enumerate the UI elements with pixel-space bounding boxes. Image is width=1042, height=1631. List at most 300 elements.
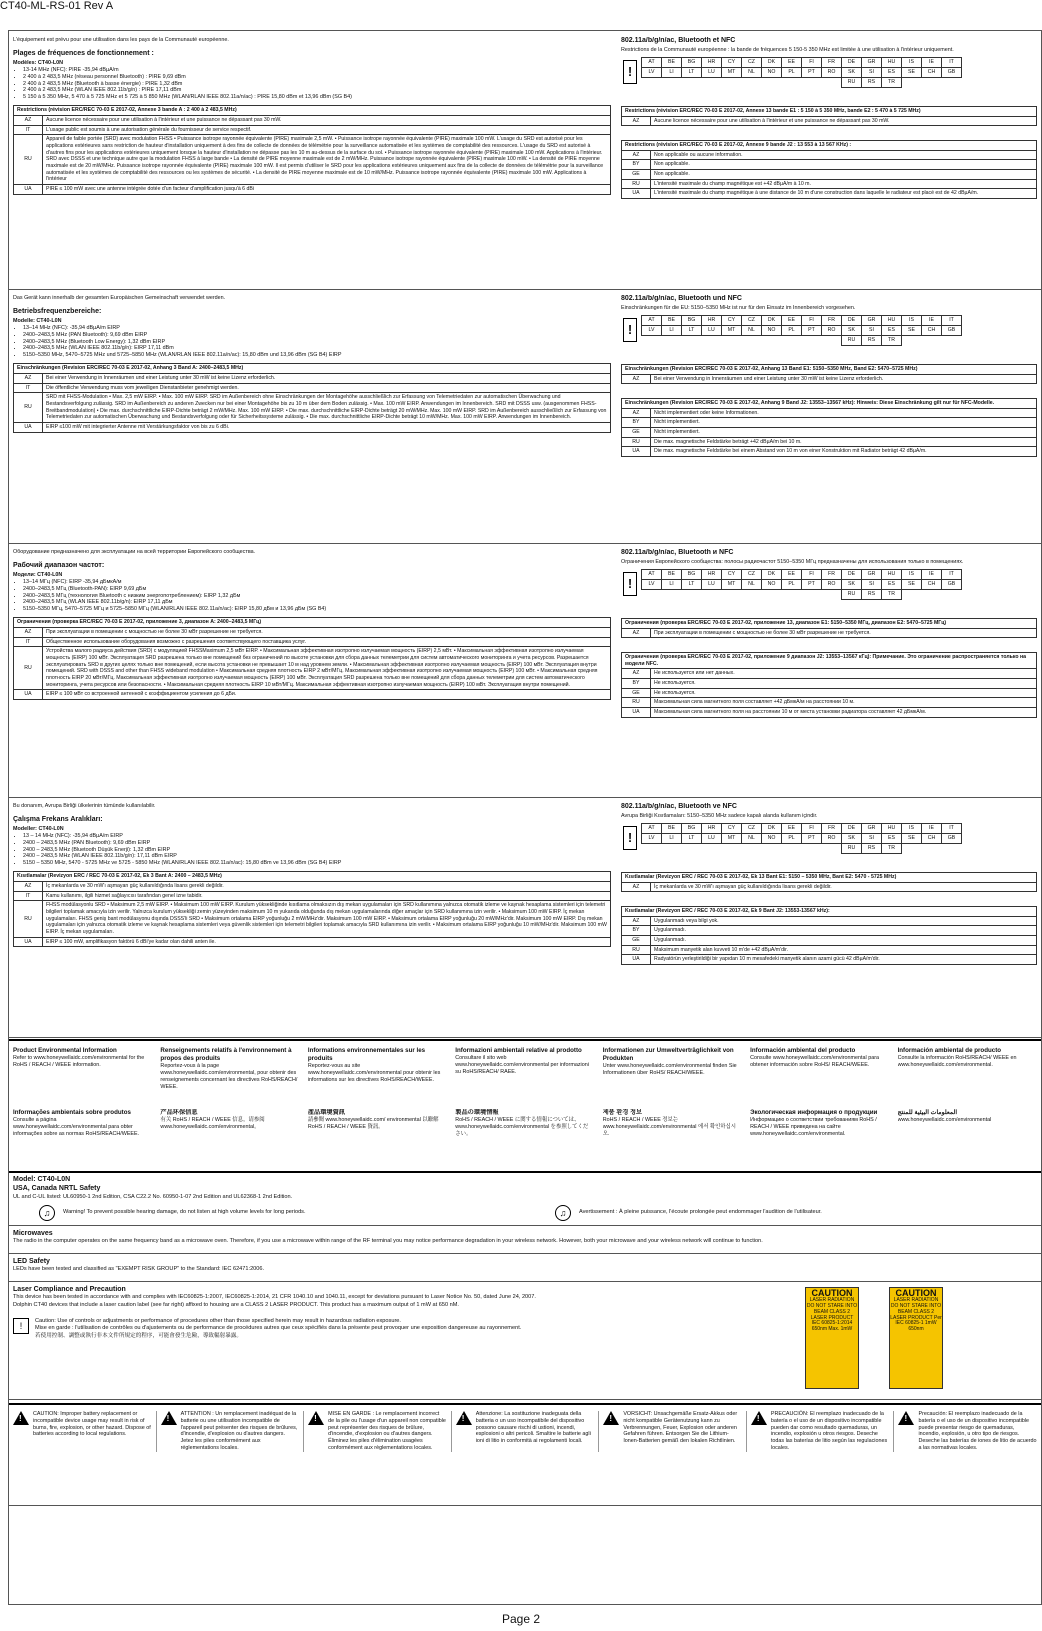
- env-info-title: Informações ambientais sobre produtos: [13, 1109, 131, 1116]
- warning-triangle-icon: !: [308, 1411, 324, 1425]
- empty-cell: [682, 589, 702, 599]
- table-row: [14, 637, 611, 647]
- country-table: [641, 57, 962, 88]
- country-cell: IS: [902, 57, 922, 67]
- country-cell: PL: [782, 833, 802, 843]
- country-cell: DK: [762, 569, 782, 579]
- country-cell: IT: [942, 57, 962, 67]
- country-cell: CH: [922, 325, 942, 335]
- country-cell: PL: [782, 579, 802, 589]
- country-cell: MT: [722, 833, 742, 843]
- hearing-icon: ♫: [39, 1205, 55, 1221]
- country-cell: PT: [802, 579, 822, 589]
- country-cell: EE: [782, 315, 802, 325]
- empty-cell: [642, 77, 662, 87]
- band-e-restrictions-table: [621, 872, 1037, 892]
- restriction-text: Устройства малого радиуса действия (SRD) с модуляцией FHSSMaximum 2,5 мВт EIRP. • Максимальная эффективная изотропно излучаемая мощность (EIRP) 2,5 мВт. • Максимальная эффективная изотропно излучаемая мощность (EIRP) 100 мВт. Эксплуатация SRD разрешена только вне помещений без ограничений по высоте установки для сбора данных телеметрии для систем автоматического мониторинга и учета ресурсов. Разрешается эксплуатировать SRD в других целях только вне помещений, если высота установки не превышает 10 м над уровнем земли. • Максимальная эффективная изотропно излучаемая мощность (EIRP) 100 мВт. Эксплуатация внутри помещений. SRD with DSSS and other than FHSS wideband modulation • Максимальная средняя плотность EIRP 2 мВт/МГц. Максимальная эффективная изотропно излучаемая мощность (EIRP) 100 мВт. • Максимальная средняя плотность EIRP 20 мВт/МГц. Максимальная эффективная изотропно излучаемая мощность (EIRP) 100 мВт. Эксплуатация SRD разрешена только вне помещений для сбора данных телеметрии для систем автоматического мониторинга, учета ресурсов или безопасности. • Максимальная средняя плотность EIRP 10 мВт/МГц. Максимальная эффективная изотропно излучаемая мощность (EIRP) 100 мВт. Эксплуатация внутри помещений.: [43, 647, 611, 690]
- table-row: [14, 937, 611, 947]
- country-cell: EE: [782, 57, 802, 67]
- country-cell: AT: [642, 57, 662, 67]
- country-table: [641, 823, 962, 854]
- country-cell: RU: [842, 335, 862, 345]
- restriction-text: Uygulanmadı veya bilgi yok.: [651, 916, 1037, 926]
- country-cell: GR: [862, 315, 882, 325]
- table-row: [14, 393, 611, 423]
- restriction-text: L'intensité maximale du champ magnétique à une distance de 10 m d'une construction dans laquelle le radiateur est placé est de 42 dBµA/m.: [651, 189, 1037, 199]
- model-title: Model: CT40-L0N: [13, 1176, 71, 1183]
- led-title: LED Safety: [13, 1258, 50, 1265]
- country-code: IT: [14, 637, 43, 647]
- table-title: Restrictions (révision ERC/REC 70-03 E 2017-02, Annexe 13 bande E1 : 5 150 à 5 350 MHz, bande E2 : 5 470 à 5 725 MHz): [622, 106, 1037, 116]
- laser-title: Laser Compliance and Precaution: [13, 1286, 126, 1293]
- intro-text: Das Gerät kann innerhalb der gesamten Europäischen Gemeinschaft verwendet werden.: [13, 295, 226, 301]
- table-row: [622, 374, 1037, 384]
- restriction-text: При эксплуатации в помещении с мощностью не более 30 мВт разрешение не требуется.: [43, 627, 611, 637]
- country-cell: SE: [902, 579, 922, 589]
- restriction-text: Uygulanmadı.: [651, 926, 1037, 936]
- restrictions-table: [13, 617, 611, 700]
- country-cell: MT: [722, 325, 742, 335]
- nfc-restrictions-table: [621, 140, 1037, 199]
- country-cell: CY: [722, 823, 742, 833]
- env-info-cell: [308, 1047, 445, 1105]
- table-row: [14, 135, 611, 185]
- country-cell: LI: [662, 579, 682, 589]
- country-code: AZ: [622, 150, 651, 160]
- led-text: LEDs have been tested and classified as "EXEMPT RISK GROUP" to the Standard: IEC 62471:2006.: [13, 1266, 265, 1273]
- country-cell: RU: [842, 843, 862, 853]
- env-info-cell: [603, 1109, 740, 1167]
- empty-cell: [822, 589, 842, 599]
- empty-cell: [762, 335, 782, 345]
- laser-text-1: This device has been tested in accordance with and complies with IEC60825-1:2007, IEC60825-1:2014, 21 CFR 1040.10 and 1040.11, except for deviations pursuant to Laser Notice No. 50, dated June 24, 2007.: [13, 1294, 536, 1301]
- table-row: [622, 437, 1037, 447]
- table-row: [14, 690, 611, 700]
- env-info-cell: [750, 1047, 887, 1105]
- section-ru: [9, 543, 1041, 798]
- laser-caution-zh: 若使用控制、調整或執行非本文件所規定的程序，可能會發生危險，導致輻射暴露。: [35, 1332, 242, 1339]
- country-cell: GB: [942, 67, 962, 77]
- table-row: [622, 698, 1037, 708]
- band-e-restrictions-table: [621, 106, 1037, 126]
- env-info-title: Informations environnementales sur les produits: [307, 1047, 426, 1063]
- env-info-cell: [13, 1047, 150, 1105]
- table-row: [622, 189, 1037, 199]
- restriction-text: Bei einer Verwendung in Innenräumen und einer Leistung unter 30 mW ist keine Lizenz erforderlich.: [43, 373, 611, 383]
- env-info-text: Consulte www.honeywellaidc.com/environmental para obtener información sobre RoHS/ REACH/WEEE.: [750, 1055, 879, 1069]
- env-info-title: Renseignements relatifs à l'environnement à propos des produits: [160, 1047, 292, 1063]
- country-cell: PL: [782, 325, 802, 335]
- table-row: [14, 184, 611, 194]
- frequency-heading: Plages de fréquences de fonctionnement :: [13, 49, 154, 57]
- table-title: Restrictions (révision ERC/REC 70-03 E 2017-02, Annexe 9 bande J2 : 13 553 à 13 567 KHz) :: [622, 141, 1037, 151]
- table-title: Einschränkungen (Revision ERC/REC 70-03 E 2017-02, Anhang 13 Band E1: 5150–5350 MHz, Band E2: 5470–5725 MHz): [622, 364, 1037, 374]
- restriction-text: Не используется.: [651, 688, 1037, 698]
- country-table: [641, 315, 962, 346]
- country-cell: LV: [642, 833, 662, 843]
- country-cell: FI: [802, 315, 822, 325]
- empty-cell: [702, 335, 722, 345]
- country-code: BY: [622, 160, 651, 170]
- country-cell: ES: [882, 67, 902, 77]
- restriction-text: L'intensité maximale du champ magnétique est +42 dBµA/m à 10 m.: [651, 179, 1037, 189]
- country-code: GE: [622, 688, 651, 698]
- env-info-title: Product Environmental Information: [13, 1047, 117, 1054]
- warning-triangle-icon: !: [456, 1411, 472, 1425]
- list-item: • 13 – 14 MHz (NFC): -35,94 dBµA/m EIRP: [23, 833, 611, 840]
- restriction-text: Nicht implementiert oder keine Informationen.: [651, 408, 1037, 418]
- env-info-cell: [603, 1047, 740, 1105]
- country-cell: GR: [862, 569, 882, 579]
- country-cell: FI: [802, 57, 822, 67]
- country-cell: HU: [882, 315, 902, 325]
- intro-text: Bu donanım, Avrupa Birliği ülkelerinin tümünde kullanılabilir.: [13, 803, 156, 809]
- caution-icon: !: [13, 1318, 29, 1334]
- restriction-text: EIRP ≤ 100 мВт со встроенной антенной с коэффициентом усиления до 6 дБи.: [43, 690, 611, 700]
- empty-cell: [782, 589, 802, 599]
- left-column: [13, 803, 611, 947]
- microwaves-text: The radio in the computer operates on the same frequency band as a microwave oven. Therefore, if you use a microwave within range of the RF terminal you may notice performance degradation in your wireless network. However, both your microwave and your wireless network will continue to function.: [13, 1238, 763, 1245]
- empty-cell: [822, 335, 842, 345]
- country-cell: IE: [922, 569, 942, 579]
- country-cell: CZ: [742, 569, 762, 579]
- list-item: • 2400–2483,5 МГц (WLAN IEEE 802.11b/g/n): ЕIRP 17,11 дБм: [23, 599, 611, 606]
- table-row: [622, 428, 1037, 438]
- battery-caution: [9, 1411, 157, 1452]
- laser-caution-fr: Mise en garde : l'utilisation de contrôles ou d'ajustements ou de performance de procédures autres que ceux spécifiés dans la présente peut provoquer une exposition dangereuse au rayonnement.: [35, 1325, 522, 1332]
- country-cell: LT: [682, 325, 702, 335]
- table-title: Ограничения (проверка ERC/REC 70-03 E 2017-02, приложение 9 диапазон J2: 13553–13567 кГц): Примечание. Это ограничение распространяется только на модели NFC.: [622, 653, 1037, 669]
- country-grid: [623, 315, 1037, 346]
- alert-icon: !: [623, 60, 637, 84]
- eu-restriction-note: Restrictions de la Communauté européenne : la bande de fréquences 5 150-5 350 MHz est limitée à une utilisation à l'intérieur uniquement.: [621, 46, 954, 53]
- country-cell: SK: [842, 325, 862, 335]
- country-cell: LI: [662, 325, 682, 335]
- model-label: Modelle: CT40-L0N: [13, 317, 62, 324]
- country-code: AZ: [622, 669, 651, 679]
- list-item: • 13-14 MHz (NFC): PIRE -35,94 dBµA/m: [23, 67, 611, 74]
- frequency-list: [13, 833, 611, 868]
- led-block: [9, 1253, 1041, 1282]
- country-cell: NO: [762, 833, 782, 843]
- country-code: AZ: [14, 115, 43, 125]
- battery-caution: [304, 1411, 452, 1452]
- country-cell: AT: [642, 569, 662, 579]
- table-row: [622, 408, 1037, 418]
- country-code: RU: [14, 647, 43, 690]
- restriction-text: Maksimum manyetik alan kuvveti 10 m'de +42 dBµA/m'dir.: [651, 945, 1037, 955]
- country-code: AZ: [622, 916, 651, 926]
- table-title: Ограничения (проверка ERC/REC 70-03 E 2017-02, приложение 3, диапазон A: 2400–2483,5 МГц): [14, 618, 611, 628]
- right-column: [621, 37, 1037, 199]
- empty-cell: [662, 843, 682, 853]
- country-code: IT: [14, 891, 43, 901]
- country-cell: SK: [842, 833, 862, 843]
- country-code: AZ: [14, 881, 43, 891]
- country-cell: FR: [822, 823, 842, 833]
- hearing-icon: ♫: [555, 1205, 571, 1221]
- country-cell: NL: [742, 833, 762, 843]
- restriction-text: Не используется.: [651, 679, 1037, 689]
- country-cell: PL: [782, 67, 802, 77]
- country-cell: DK: [762, 823, 782, 833]
- empty-cell: [802, 335, 822, 345]
- list-item: • 5150 – 5350 MHz, 5470 - 5725 MHz ve 5725 - 5850 MHz (WLAN/RLAN IEEE 802.11a/n/ac): 15,80 dBm ve 13,96 dBm (SG B4) EIRP: [23, 860, 611, 867]
- right-column: [621, 803, 1037, 965]
- empty-cell: [802, 77, 822, 87]
- frequency-heading: Рабочий диапазон частот:: [13, 561, 105, 569]
- table-row: [622, 708, 1037, 718]
- country-code: UA: [622, 955, 651, 965]
- env-info-cell: [160, 1109, 297, 1167]
- env-info-title: المعلومات البيئية للمنتج: [897, 1109, 958, 1116]
- empty-cell: [802, 589, 822, 599]
- warning-triangle-icon: !: [898, 1411, 914, 1425]
- env-info-cell: [898, 1047, 1035, 1105]
- restriction-text: Kamu kullanımı, ilgili hizmet sağlayıcısı tarafından genel izne tabidir.: [43, 891, 611, 901]
- country-cell: LT: [682, 833, 702, 843]
- country-grid: [623, 569, 1037, 600]
- nfc-restrictions-table: [621, 906, 1037, 965]
- env-info-text: 有关 RoHS / REACH / WEEE 信息，请参阅 www.honeywellaidc.com/environmental。: [160, 1117, 265, 1131]
- left-column: [13, 549, 611, 700]
- country-cell: HU: [882, 823, 902, 833]
- env-info-text: Информацию о соответствии требованиям RoHS / REACH / WEEE приведена на сайте www.honeywellaidc.com/environmental.: [750, 1117, 877, 1138]
- nfc-restrictions-table: [621, 652, 1037, 718]
- table-row: [622, 160, 1037, 170]
- list-item: • 2400 – 2483,5 MHz (WLAN IEEE 802.11b/g/n): 17,11 dBm EIRP: [23, 853, 611, 860]
- country-code: GE: [622, 428, 651, 438]
- table-row: [14, 891, 611, 901]
- table-row: [622, 150, 1037, 160]
- intro-text: Оборудование предназначено для эксплуатации на всей территории Европейского сообщества.: [13, 549, 256, 555]
- country-cell: RS: [862, 335, 882, 345]
- wireless-heading: 802.11a/b/g/n/ac, Bluetooth et NFC: [621, 37, 736, 44]
- country-cell: TR: [882, 589, 902, 599]
- battery-caution-block: [9, 1403, 1041, 1506]
- country-code: AZ: [622, 374, 651, 384]
- table-row: [14, 647, 611, 690]
- country-cell: CH: [922, 67, 942, 77]
- wireless-heading: 802.11a/b/g/n/ac, Bluetooth und NFC: [621, 295, 742, 302]
- country-cell: SE: [902, 67, 922, 77]
- country-cell: FR: [822, 569, 842, 579]
- country-cell: NL: [742, 67, 762, 77]
- country-cell: IT: [942, 823, 962, 833]
- restriction-text: SRD mit FHSS-Modulation • Max. 2,5 mW EIRP. • Max. 100 mW EIRP. SRD im Außenbereich ohne Einschränkungen der Montagehöhe ausschließlich zur Erfassung von Telemetriedaten zur automatischen Überwachung und Bestandsverfolgung zulässig. SRD im Außenbereich zu anderen Zwecken nur bei einer Montagehöhe bis zu 10 m über dem Boden zulässig. • Max. 100 mW EIRP. Anwendungen im Innenbereich. SRD mit DSSS usw. (ausgenommen FHSS-Breitbandmodulation) • Die max. durchschnittliche EIRP-Dichte beträgt 2 mW/MHz. Max. 100 mW EIRP. • Die max. durchschnittliche EIRP-Dichte beträgt 20 mW/MHz. Max. 100 mW EIRP. SRD im Außenbereich ausschließlich zur Erfassung von Telemetriedaten zur automatischen Überwachung und Bestandsverfolgung oder für Sicherheitssysteme zulässig. • Die max. durchschnittliche EIRP-Dichte beträgt 10 mW/MHz. Max. 100 mW EIRP. Anwendungen im Innenbereich.: [43, 393, 611, 423]
- country-cell: HR: [702, 569, 722, 579]
- empty-cell: [682, 335, 702, 345]
- empty-cell: [642, 589, 662, 599]
- battery-caution-text: PRECAUCIÓN: El reemplazo inadecuado de la batería o el uso de un dispositivo incompatible pueden dar como resultado quemaduras, un incendio, explosión u otros riesgos. Deseche todas las baterías de litio según las regulaciones locales.: [770, 1411, 888, 1451]
- country-cell: RS: [862, 589, 882, 599]
- env-info-title: Información ambiental de producto: [897, 1047, 1002, 1054]
- country-cell: GB: [942, 325, 962, 335]
- country-cell: LU: [702, 833, 722, 843]
- warning-triangle-icon: !: [13, 1411, 29, 1425]
- country-code: GE: [622, 936, 651, 946]
- alert-icon: !: [623, 572, 637, 596]
- env-info-text: Refer to www.honeywellaidc.com/environmental for the RoHS / REACH / WEEE information.: [13, 1055, 145, 1069]
- country-cell: LU: [702, 325, 722, 335]
- list-item: • 2 400 à 2 483,5 MHz (réseau personnel Bluetooth) : PIRE 9,69 dBm: [23, 74, 611, 81]
- env-info-text: Consulte a página www.honeywellaidc.com/environmental para obter informações sobre as normas RoHS/REACH/WEEE.: [13, 1117, 140, 1138]
- country-cell: MT: [722, 579, 742, 589]
- country-cell: HR: [702, 315, 722, 325]
- country-cell: HU: [882, 57, 902, 67]
- right-column: [621, 295, 1037, 457]
- empty-cell: [702, 77, 722, 87]
- empty-cell: [682, 77, 702, 87]
- table-row: [622, 882, 1037, 892]
- country-cell: FI: [802, 569, 822, 579]
- frequency-heading: Betriebsfrequenzbereiche:: [13, 307, 102, 315]
- page-number: Page 2: [501, 1612, 541, 1626]
- country-cell: LT: [682, 579, 702, 589]
- country-grid: [623, 57, 1037, 88]
- table-row: [622, 936, 1037, 946]
- country-code: RU: [622, 945, 651, 955]
- env-info-cell: [308, 1109, 445, 1167]
- country-cell: BG: [682, 57, 702, 67]
- table-row: [622, 418, 1037, 428]
- country-cell: TR: [882, 335, 902, 345]
- list-item: • 13–14 МГц (NFC): ЕIRP -35,94 дБмкА/м: [23, 579, 611, 586]
- empty-cell: [802, 843, 822, 853]
- country-cell: EE: [782, 569, 802, 579]
- country-cell: ES: [882, 833, 902, 843]
- microwaves-title: Microwaves: [13, 1230, 53, 1237]
- country-code: GE: [622, 170, 651, 180]
- frequency-heading: Çalışma Frekans Aralıkları:: [13, 815, 103, 823]
- country-cell: DK: [762, 57, 782, 67]
- empty-cell: [722, 335, 742, 345]
- env-info-text: Reportez-vous au site www.honeywellaidc.com/environmental pour obtenir les informations sur les directives RoHS/REACH/WEEE.: [307, 1063, 441, 1084]
- battery-caution: [157, 1411, 305, 1452]
- country-cell: FR: [822, 315, 842, 325]
- env-info-text: Unter www.honeywellaidc.com/environmental finden Sie Informationen über RoHS/ REACH/WEEE.: [602, 1063, 737, 1077]
- env-info-title: 产品环保信息: [160, 1109, 198, 1116]
- table-title: Einschränkungen (Revision ERC/REC 70-03 E 2017-02, Anhang 3 Band A: 2400–2483,5 MHz): [14, 364, 611, 374]
- country-cell: SI: [862, 579, 882, 589]
- country-cell: TR: [882, 843, 902, 853]
- table-title: Einschränkungen (Revision ERC/REC 70-03 E 2017-02, Anhang 9 Band J2: 13553–13567 kHz): Hinweis: Diese Einschränkung gilt nur für NFC-Modelle.: [622, 399, 1037, 409]
- list-item: • 2400–2483,5 MHz (PAN Bluetooth): 9,69 dBm EIRP: [23, 332, 611, 339]
- table-row: [14, 115, 611, 125]
- battery-caution-text: VORSICHT: Unsachgemäße Ersatz-Akkus oder nicht kompatible Gerätenutzung kann zu Verbrennungen, Feuer, Explosion oder anderen Gefahren führen. Entsorgen Sie die Lithium-Ionen-Batterien gemäß den lokalen Richtlinien.: [623, 1411, 738, 1444]
- table-row: [14, 627, 611, 637]
- empty-cell: [742, 77, 762, 87]
- battery-caution-text: Precaución: El reemplazo inadecuado de la batería o el uso de un dispositivo incompatible puede presentar riesgo de quemaduras, incendio, explosión, u otro tipo de riesgos. Deseche las baterías de iones de litio de acuerdo a las normativas locales.: [918, 1411, 1037, 1451]
- battery-caution: [894, 1411, 1041, 1452]
- country-cell: RU: [842, 77, 862, 87]
- country-cell: HU: [882, 569, 902, 579]
- model-label: Modèles: CT40-L0N: [13, 59, 64, 66]
- battery-caution-text: ATTENTION : Un remplacement inadéquat de la batterie ou une utilisation incompatible de l'appareil peut présenter des risques de brûlures, d'incendie, d'explosion ou d'autres dangers. Jetez les piles conformément aux réglementations locales.: [180, 1411, 298, 1451]
- country-cell: IE: [922, 57, 942, 67]
- country-cell: BG: [682, 315, 702, 325]
- battery-caution: [747, 1411, 895, 1452]
- restriction-text: FHSS modülasyonlu SRD • Maksimum 2,5 mW EIRP. • Maksimum 100 mW EIRP. Kurulum yüksekliğinde kısıtlama olmaksızın dış mekan uygulamaları için SRD kullanımına yalnızca otomatik izleme ve kaynak hesaplama sistemleri için telemetri bilgileri toplamak amacıyla izin verilir. Yalnızca kurulum yüksekliği zemin yüzeyinden maksimum 10 m yukarıda olduğunda dış mekan uygulamalarında diğer amaçlar için SRD kullanımına izin verilir. • Maksimum 100 mW EIRP. İç mekan uygulamaları. FHSS geniş bant modülasyonu dışında DSSS'li SRD • Maksimum ortalama EIRP yoğunluğu 2 mW/MHz'dir. Maksimum 100 mW EIRP. • Maksimum ortalama EIRP yoğunluğu 20 mW/MHz'dir. Maksimum 100 mW EIRP. Dış mekan uygulamaları için yalnızca otomatik izleme ve kaynak hesaplama sistemleri veya güvenlik sistemleri için telemetri bilgileri toplamak amacıyla SRD kullanımına izin verilir. • Maksimum ortalama EIRP yoğunluğu 10 mW/MHz'dir. Maksimum 100 mW EIRP. İç mekan uygulamaları.: [43, 901, 611, 937]
- battery-caution-text: Attenzione: La sostituzione inadeguata della batteria o un uso incompatibile del dispositivo possono causare rischi di ustioni, incendi, esplosioni o altri pericoli. Smaltire le batterie agli ioni di litio in conformità ai regolamenti locali.: [475, 1411, 591, 1444]
- restriction-text: Максимальная сила магнитного поля на расстоянии 10 м от места установки радиатора составляет 42 дБмкА/м.: [651, 708, 1037, 718]
- table-row: [622, 447, 1037, 457]
- country-cell: IS: [902, 823, 922, 833]
- empty-cell: [702, 843, 722, 853]
- country-cell: GB: [942, 579, 962, 589]
- country-cell: NO: [762, 67, 782, 77]
- country-cell: BE: [662, 57, 682, 67]
- table-row: [622, 170, 1037, 180]
- country-table: [641, 569, 962, 600]
- restriction-text: EIRP ≤100 mW mit integrierter Antenne mit Verstärkungsfaktor von bis zu 6 dBi.: [43, 422, 611, 432]
- section-de: [9, 289, 1041, 544]
- warning-triangle-icon: !: [751, 1411, 767, 1425]
- list-item: • 2400–2483,5 MHz (WLAN IEEE 802.11b/g/n): EIRP 17,11 dBm: [23, 345, 611, 352]
- env-info-cell: [455, 1109, 592, 1167]
- country-cell: GB: [942, 833, 962, 843]
- env-info-cell: [750, 1109, 887, 1167]
- country-cell: BE: [662, 823, 682, 833]
- country-cell: CZ: [742, 57, 762, 67]
- restriction-text: Nicht implementiert.: [651, 418, 1037, 428]
- country-code: AZ: [622, 882, 651, 892]
- country-cell: CY: [722, 569, 742, 579]
- table-title: Kısıtlamalar (Revizyon ERC / REC 70-03 E 2017-02, Ek 13 Bant E1: 5150 – 5350 MHz, Bant E2: 5470 - 5725 MHz): [622, 872, 1037, 882]
- table-row: [14, 422, 611, 432]
- country-cell: NL: [742, 325, 762, 335]
- country-code: UA: [14, 422, 43, 432]
- country-code: AZ: [14, 373, 43, 383]
- country-cell: ES: [882, 325, 902, 335]
- environmental-info: [9, 1039, 1041, 1173]
- empty-cell: [822, 77, 842, 87]
- warning-triangle-icon: !: [161, 1411, 177, 1425]
- empty-cell: [782, 77, 802, 87]
- country-cell: TR: [882, 77, 902, 87]
- country-cell: DE: [842, 823, 862, 833]
- table-row: [14, 901, 611, 937]
- table-row: [14, 373, 611, 383]
- table-row: [622, 679, 1037, 689]
- frequency-list: [13, 579, 611, 614]
- list-item: • 2400–2483,5 МГц (технология Bluetooth с низким энергопотреблением): ЕIRP 1,32 дБм: [23, 593, 611, 600]
- country-cell: LT: [682, 67, 702, 77]
- restriction-text: PIRE ≤ 100 mW avec une antenne intégrée dotée d'un facteur d'amplification jusqu'à 6 dBi: [43, 184, 611, 194]
- country-cell: DE: [842, 569, 862, 579]
- restriction-text: Не используется или нет данных.: [651, 669, 1037, 679]
- right-column: [621, 549, 1037, 718]
- env-info-title: Informationen zur Umweltverträglichkeit von Produkten: [602, 1047, 734, 1063]
- list-item: • 2400–2483,5 МГц (Bluetooth-PAN): ЕIRP 9,69 дБм: [23, 586, 611, 593]
- empty-cell: [782, 335, 802, 345]
- nfc-restrictions-table: [621, 398, 1037, 457]
- country-cell: DK: [762, 315, 782, 325]
- env-info-text: 請參閱 www.honeywellaidc.com/ environmental 以瞭解 RoHS / REACH / WEEE 資訊。: [307, 1117, 439, 1131]
- band-e-restrictions-table: [621, 618, 1037, 638]
- frequency-list: [13, 325, 611, 360]
- country-cell: ES: [882, 579, 902, 589]
- safety-model-block: [9, 1171, 1041, 1226]
- warning-en: Warning! To prevent possible hearing damage, do not listen at high volume levels for long periods.: [63, 1209, 306, 1216]
- empty-cell: [742, 335, 762, 345]
- section-tr: [9, 797, 1041, 1038]
- country-cell: CZ: [742, 315, 762, 325]
- empty-cell: [722, 589, 742, 599]
- empty-cell: [762, 843, 782, 853]
- table-row: [622, 688, 1037, 698]
- country-cell: CH: [922, 579, 942, 589]
